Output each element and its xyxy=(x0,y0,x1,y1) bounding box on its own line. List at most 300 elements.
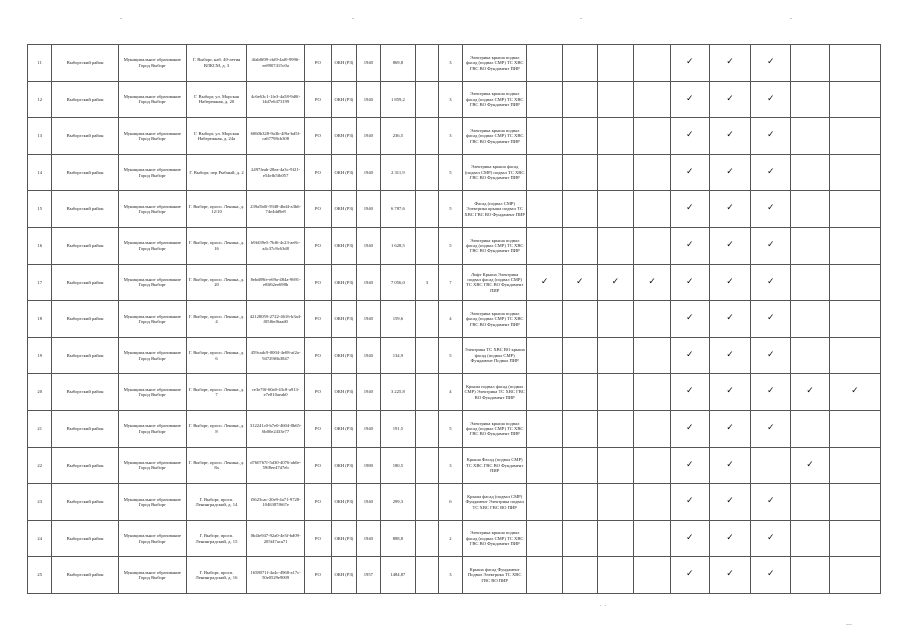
form-cell: РО xyxy=(305,484,331,521)
guid-cell: d760767f-5d30-4076-ab0e-59f8ee47d7eb xyxy=(247,447,305,484)
district-cell: Выборгский район xyxy=(52,81,118,118)
guid-cell: 459cadc9-0004-4e08-af2a-94729f6b3847 xyxy=(247,337,305,374)
checkmark-icon: ✓ xyxy=(726,276,734,287)
mark-cell xyxy=(829,484,880,521)
form-cell: РО xyxy=(305,520,331,557)
guid-cell: 2497feab-28ea-4a3c-9f21-e54efb5fb057 xyxy=(247,154,305,191)
mark-cell xyxy=(791,484,830,521)
count-cell: 3 xyxy=(416,264,438,301)
count-cell: 5 xyxy=(438,227,462,264)
area-cell: 299,3 xyxy=(380,484,416,521)
mark-cell xyxy=(791,301,830,338)
count-cell: 3 xyxy=(438,81,462,118)
table-row xyxy=(28,45,881,82)
mark-cell xyxy=(751,45,791,82)
count-cell xyxy=(416,154,438,191)
count-cell: 4 xyxy=(438,374,462,411)
checkmark-icon: ✓ xyxy=(686,240,694,251)
mark-cell xyxy=(597,520,634,557)
area-cell: 7 056,0 xyxy=(380,264,416,301)
mark-cell xyxy=(709,484,751,521)
mark-cell xyxy=(597,227,634,264)
count-cell: 7 xyxy=(438,264,462,301)
mark-cell xyxy=(709,410,751,447)
checkmark-icon: ✓ xyxy=(767,93,775,104)
form-cell: РО xyxy=(305,118,331,155)
works-cell: Электрика крыша подвал фасад (подвал СМР) ТС ХВС ГВС ВО Фундамент ПИР xyxy=(463,45,527,82)
works-cell: Крыша подвал фасад (подвал СМР) Электрика ТС ХВС ГВС ВО Фундамент ПИР xyxy=(463,374,527,411)
works-cell: Крыша Фасад (подвал СМР) ТС ХВС ГВС ВО Фундамент ПИР xyxy=(463,447,527,484)
address-cell: Г. Выборг, просп. Ленина, д. 8 xyxy=(186,410,246,447)
count-cell: 3 xyxy=(438,118,462,155)
guid-cell: ce3e70f-60a0-43c8-a913-e7e810aeab0 xyxy=(247,374,305,411)
mark-cell xyxy=(597,154,634,191)
row-number: 13 xyxy=(28,118,52,155)
mark-cell xyxy=(670,154,709,191)
row-number: 16 xyxy=(28,227,52,264)
mark-cell xyxy=(597,374,634,411)
mark-cell xyxy=(597,410,634,447)
mark-cell xyxy=(597,264,634,301)
works-cell: Электрика крыша подвал фасад (подвал СМР) ТС ХВС ГВС ВО Фундамент ПИР xyxy=(463,81,527,118)
form-cell: РО xyxy=(305,45,331,82)
count-cell: 2 xyxy=(438,520,462,557)
works-cell: Электрика крыша фасад (подвал СМР) подвал ТС ХВС ГВС ВО Фундамент ПИР xyxy=(463,154,527,191)
works-cell: Электрика крыша подвал фасад (подвал СМР) ТС ХВС ГВС ВО Фундамент ПИР xyxy=(463,301,527,338)
mark-cell xyxy=(634,227,671,264)
year-cell: 1940 xyxy=(357,301,380,338)
row-number: 11 xyxy=(28,45,52,82)
mark-cell xyxy=(670,374,709,411)
checkmark-icon: ✓ xyxy=(767,423,775,434)
count-cell: 5 xyxy=(438,337,462,374)
row-number: 12 xyxy=(28,81,52,118)
checkmark-icon: ✓ xyxy=(767,276,775,287)
year-cell: 1980 xyxy=(357,447,380,484)
checkmark-icon: ✓ xyxy=(686,57,694,68)
guid-cell: 6060b328-9a3b-4f9a-bd5f-ca67798cb308 xyxy=(247,118,305,155)
form-cell: РО xyxy=(305,337,331,374)
mark-cell xyxy=(709,191,751,228)
mark-cell xyxy=(562,118,597,155)
year-cell: 1940 xyxy=(357,227,380,264)
okn-cell: ОКН (РЗ) xyxy=(331,337,356,374)
checkmark-icon: ✓ xyxy=(726,496,734,507)
checkmark-icon: ✓ xyxy=(686,569,694,580)
mark-cell xyxy=(791,374,830,411)
mark-cell xyxy=(829,301,880,338)
mark-cell xyxy=(634,301,671,338)
header-mark: . xyxy=(352,12,354,21)
checkmark-icon: ✓ xyxy=(726,57,734,68)
address-cell: Г. Выборг, просп. Ленинградский, д. 14 xyxy=(186,484,246,521)
mark-cell xyxy=(751,264,791,301)
address-cell: Г. Выборг, пер Рыбный, д. 2 xyxy=(186,154,246,191)
checkmark-icon: ✓ xyxy=(726,532,734,543)
district-cell: Выборгский район xyxy=(52,484,118,521)
okn-cell: ОКН (РЗ) xyxy=(331,118,356,155)
year-cell: 1940 xyxy=(357,191,380,228)
mark-cell xyxy=(597,484,634,521)
area-cell: 3 225,8 xyxy=(380,374,416,411)
district-cell: Выборгский район xyxy=(52,337,118,374)
mark-cell xyxy=(751,227,791,264)
municipality-cell: Муниципальное образование Город Выборг xyxy=(118,45,186,82)
mark-cell xyxy=(597,81,634,118)
mark-cell xyxy=(751,118,791,155)
checkmark-icon: ✓ xyxy=(767,57,775,68)
okn-cell: ОКН (РЗ) xyxy=(331,520,356,557)
form-cell: РО xyxy=(305,557,331,594)
mark-cell xyxy=(634,154,671,191)
checkmark-icon: ✓ xyxy=(767,386,775,397)
area-cell: 6 787,6 xyxy=(380,191,416,228)
checkmark-icon: ✓ xyxy=(767,130,775,141)
mark-cell xyxy=(709,118,751,155)
municipality-cell: Муниципальное образование Город Выборг xyxy=(118,118,186,155)
checkmark-icon: ✓ xyxy=(726,166,734,177)
district-cell: Выборгский район xyxy=(52,45,118,82)
guid-cell: 1658071f-4a4c-4968-a17c-50e0529e9009 xyxy=(247,557,305,594)
mark-cell xyxy=(670,81,709,118)
checkmark-icon: ✓ xyxy=(767,569,775,580)
district-cell: Выборгский район xyxy=(52,447,118,484)
count-cell xyxy=(416,337,438,374)
count-cell: 4 xyxy=(438,301,462,338)
okn-cell: ОКН (РЗ) xyxy=(331,45,356,82)
mark-cell xyxy=(791,227,830,264)
mark-cell xyxy=(751,557,791,594)
mark-cell xyxy=(562,374,597,411)
mark-cell xyxy=(670,118,709,155)
mark-cell xyxy=(751,191,791,228)
address-cell: Г. Выборг, просп. Ленинградский, д. 16 xyxy=(186,557,246,594)
row-number: 25 xyxy=(28,557,52,594)
municipality-cell: Муниципальное образование Город Выборг xyxy=(118,557,186,594)
year-cell: 1940 xyxy=(357,337,380,374)
mark-cell xyxy=(709,154,751,191)
mark-cell xyxy=(527,81,563,118)
checkmark-icon: ✓ xyxy=(686,349,694,360)
year-cell: 1940 xyxy=(357,410,380,447)
row-number: 19 xyxy=(28,337,52,374)
mark-cell xyxy=(527,557,563,594)
address-cell: Г. Выборг, просп. Ленина, д. 8а xyxy=(186,447,246,484)
checkmark-icon: ✓ xyxy=(686,496,694,507)
mark-cell xyxy=(791,557,830,594)
district-cell: Выборгский район xyxy=(52,301,118,338)
count-cell xyxy=(416,227,438,264)
row-number: 21 xyxy=(28,410,52,447)
area-cell: 869,8 xyxy=(380,45,416,82)
mark-cell xyxy=(829,557,880,594)
checkmark-icon: ✓ xyxy=(575,276,584,287)
count-cell xyxy=(416,45,438,82)
row-number: 18 xyxy=(28,301,52,338)
district-cell: Выборгский район xyxy=(52,118,118,155)
table-row xyxy=(28,410,881,447)
count-cell xyxy=(416,374,438,411)
checkmark-icon: ✓ xyxy=(686,313,694,324)
mark-cell xyxy=(670,484,709,521)
district-cell: Выборгский район xyxy=(52,264,118,301)
mark-cell xyxy=(829,520,880,557)
municipality-cell: Муниципальное образование Город Выборг xyxy=(118,301,186,338)
table-row xyxy=(28,557,881,594)
mark-cell xyxy=(751,447,791,484)
mark-cell xyxy=(791,118,830,155)
mark-cell xyxy=(791,154,830,191)
mark-cell xyxy=(527,374,563,411)
mark-cell xyxy=(709,264,751,301)
address-cell: Г. Выборг, ул. Морская Набережная, д. 20 xyxy=(186,81,246,118)
works-cell: Крыша фасад (подвал СМР) Фундамент Электрика подвал ТС ХВС ГВС ВО ПИР xyxy=(463,484,527,521)
mark-cell xyxy=(527,118,563,155)
works-cell: Электрика крыша подвал фасад (подвал СМР) ТС ХВС ГВС ВО Фундамент ПИР xyxy=(463,410,527,447)
municipality-cell: Муниципальное образование Город Выборг xyxy=(118,447,186,484)
guid-cell: 8ebd89fe-e69a-484a-9691-e8ff62ee698b xyxy=(247,264,305,301)
mark-cell xyxy=(562,227,597,264)
checkmark-icon: ✓ xyxy=(686,93,694,104)
area-cell: 191,5 xyxy=(380,410,416,447)
count-cell xyxy=(416,447,438,484)
mark-cell xyxy=(634,191,671,228)
checkmark-icon: ✓ xyxy=(851,386,859,397)
count-cell: 3 xyxy=(438,45,462,82)
checkmark-icon: ✓ xyxy=(611,276,620,287)
count-cell xyxy=(416,301,438,338)
works-cell: Крыша фасад Фундамент Подвал Электрика ТС ХВС ГВС ВО ПИР xyxy=(463,557,527,594)
mark-cell xyxy=(751,337,791,374)
count-cell: 6 xyxy=(438,484,462,521)
area-cell: 236,5 xyxy=(380,118,416,155)
year-cell: 1940 xyxy=(357,118,380,155)
mark-cell xyxy=(634,264,671,301)
form-cell: РО xyxy=(305,154,331,191)
mark-cell xyxy=(751,484,791,521)
mark-cell xyxy=(634,410,671,447)
table-row xyxy=(28,484,881,521)
works-cell: Лифт Крыша Электрика подвал фасад (подвал СМР) ТС ХВС ГВС ВО Фундамент ПИР xyxy=(463,264,527,301)
mark-cell xyxy=(709,557,751,594)
checkmark-icon: ✓ xyxy=(726,203,734,214)
area-cell: 1 628,5 xyxy=(380,227,416,264)
mark-cell xyxy=(670,447,709,484)
mark-cell xyxy=(597,447,634,484)
table-row xyxy=(28,81,881,118)
table-row xyxy=(28,337,881,374)
checkmark-icon: ✓ xyxy=(726,386,734,397)
mark-cell xyxy=(527,410,563,447)
buildings-table xyxy=(27,44,881,594)
area-cell: 888,8 xyxy=(380,520,416,557)
mark-cell xyxy=(751,374,791,411)
mark-cell xyxy=(829,191,880,228)
table-row xyxy=(28,227,881,264)
municipality-cell: Муниципальное образование Город Выборг xyxy=(118,264,186,301)
year-cell: 1940 xyxy=(357,81,380,118)
mark-cell xyxy=(829,447,880,484)
count-cell: 3 xyxy=(438,447,462,484)
checkmark-icon: ✓ xyxy=(726,313,734,324)
row-number: 14 xyxy=(28,154,52,191)
mark-cell xyxy=(709,447,751,484)
okn-cell: ОКН (РЗ) xyxy=(331,447,356,484)
mark-cell xyxy=(597,301,634,338)
guid-cell: 239a5b0f-5948-4bd4-a3b6-74e4dd9e8 xyxy=(247,191,305,228)
mark-cell xyxy=(829,81,880,118)
checkmark-icon: ✓ xyxy=(686,276,694,287)
row-number: 15 xyxy=(28,191,52,228)
count-cell: 5 xyxy=(438,191,462,228)
mark-cell xyxy=(562,484,597,521)
mark-cell xyxy=(829,264,880,301)
table-row xyxy=(28,447,881,484)
year-cell: 1940 xyxy=(357,484,380,521)
table-row xyxy=(28,374,881,411)
form-cell: РО xyxy=(305,301,331,338)
guid-cell: 4fab8f09-cbf0-4af0-9996-ee8907415c0a xyxy=(247,45,305,82)
mark-cell xyxy=(562,557,597,594)
checkmark-icon: ✓ xyxy=(726,349,734,360)
mark-cell xyxy=(709,520,751,557)
municipality-cell: Муниципальное образование Город Выборг xyxy=(118,410,186,447)
footer-mark: . . xyxy=(600,602,606,608)
works-cell: Электрика крыша подвал фасад (подвал СМР) ТС ХВС ГВС ВО Фундамент ПИР xyxy=(463,227,527,264)
mark-cell xyxy=(562,520,597,557)
year-cell: 1940 xyxy=(357,374,380,411)
checkmark-icon: ✓ xyxy=(540,276,549,287)
mark-cell xyxy=(634,557,671,594)
okn-cell: ОКН (РЗ) xyxy=(331,264,356,301)
mark-cell xyxy=(562,191,597,228)
checkmark-icon: ✓ xyxy=(767,496,775,507)
mark-cell xyxy=(670,264,709,301)
header-mark: . xyxy=(120,12,122,21)
mark-cell xyxy=(791,337,830,374)
checkmark-icon: ✓ xyxy=(726,423,734,434)
guid-cell: b9fd39e5-7bf6-4c23-ae8c-a4c37c8c63d8 xyxy=(247,227,305,264)
mark-cell xyxy=(597,191,634,228)
checkmark-icon: ✓ xyxy=(726,459,734,470)
checkmark-icon: ✓ xyxy=(686,532,694,543)
mark-cell xyxy=(791,45,830,82)
works-cell: Электрика крыша подвал фасад (подвал СМР) ТС ХВС ГВС ВО Фундамент ПИР xyxy=(463,520,527,557)
count-cell xyxy=(416,81,438,118)
municipality-cell: Муниципальное образование Город Выборг xyxy=(118,81,186,118)
mark-cell xyxy=(751,154,791,191)
mark-cell xyxy=(634,45,671,82)
checkmark-icon: ✓ xyxy=(726,130,734,141)
mark-cell xyxy=(791,191,830,228)
mark-cell xyxy=(562,301,597,338)
footer-mark: __ xyxy=(846,620,852,626)
okn-cell: ОКН (РЗ) xyxy=(331,557,356,594)
mark-cell xyxy=(829,227,880,264)
mark-cell xyxy=(562,264,597,301)
district-cell: Выборгский район xyxy=(52,557,118,594)
year-cell: 1940 xyxy=(357,154,380,191)
count-cell xyxy=(416,520,438,557)
table-row xyxy=(28,520,881,557)
address-cell: Г. Выборг, просп. Ленинградский, д. 15 xyxy=(186,520,246,557)
count-cell: 5 xyxy=(438,410,462,447)
count-cell xyxy=(416,557,438,594)
okn-cell: ОКН (РЗ) xyxy=(331,191,356,228)
address-cell: Г. Выборг, просп. Ленина, д. 6 xyxy=(186,337,246,374)
checkmark-icon: ✓ xyxy=(686,203,694,214)
table-row xyxy=(28,118,881,155)
area-cell: 1 859,2 xyxy=(380,81,416,118)
address-cell: Г. Выборг, просп. Ленина, д. 4 xyxy=(186,301,246,338)
form-cell: РО xyxy=(305,227,331,264)
mark-cell xyxy=(709,81,751,118)
form-cell: РО xyxy=(305,81,331,118)
mark-cell xyxy=(562,81,597,118)
mark-cell xyxy=(562,447,597,484)
district-cell: Выборгский район xyxy=(52,227,118,264)
mark-cell xyxy=(527,520,563,557)
mark-cell xyxy=(751,301,791,338)
mark-cell xyxy=(670,520,709,557)
mark-cell xyxy=(670,557,709,594)
okn-cell: ОКН (РЗ) xyxy=(331,410,356,447)
municipality-cell: Муниципальное образование Город Выборг xyxy=(118,484,186,521)
year-cell: 1940 xyxy=(357,45,380,82)
district-cell: Выборгский район xyxy=(52,520,118,557)
row-number: 24 xyxy=(28,520,52,557)
area-cell: 2 311,9 xyxy=(380,154,416,191)
checkmark-icon: ✓ xyxy=(767,203,775,214)
mark-cell xyxy=(709,45,751,82)
checkmark-icon: ✓ xyxy=(686,166,694,177)
municipality-cell: Муниципальное образование Город Выборг xyxy=(118,520,186,557)
mark-cell xyxy=(634,374,671,411)
checkmark-icon: ✓ xyxy=(767,166,775,177)
checkmark-icon: ✓ xyxy=(767,313,775,324)
mark-cell xyxy=(527,154,563,191)
mark-cell xyxy=(527,484,563,521)
mark-cell xyxy=(709,227,751,264)
year-cell: 1940 xyxy=(357,520,380,557)
municipality-cell: Муниципальное образование Город Выборг xyxy=(118,337,186,374)
mark-cell xyxy=(670,301,709,338)
mark-cell xyxy=(597,557,634,594)
mark-cell xyxy=(562,154,597,191)
works-cell: Электрика ТС ХВС ВО крыша фасад (подвал СМР) Фундамент Подвал ПИР xyxy=(463,337,527,374)
mark-cell xyxy=(751,410,791,447)
checkmark-icon: ✓ xyxy=(767,349,775,360)
okn-cell: ОКН (РЗ) xyxy=(331,227,356,264)
district-cell: Выборгский район xyxy=(52,154,118,191)
mark-cell xyxy=(670,337,709,374)
form-cell: РО xyxy=(305,410,331,447)
row-number: 20 xyxy=(28,374,52,411)
form-cell: РО xyxy=(305,191,331,228)
mark-cell xyxy=(670,45,709,82)
mark-cell xyxy=(562,337,597,374)
form-cell: РО xyxy=(305,374,331,411)
guid-cell: 4c6e63c1-1fe3-4a58-9d0f-14d7e6473199 xyxy=(247,81,305,118)
mark-cell xyxy=(751,81,791,118)
mark-cell xyxy=(829,45,880,82)
municipality-cell: Муниципальное образование Город Выборг xyxy=(118,374,186,411)
works-cell: Фасад (подвал СМР) Электрика крыша подвал ТС ХВС ГВС ВО Фундамент ПИР xyxy=(463,191,527,228)
mark-cell xyxy=(527,227,563,264)
mark-cell xyxy=(829,154,880,191)
mark-cell xyxy=(791,264,830,301)
address-cell: Г. Выборг, просп. Ленина, д. 12/10 xyxy=(186,191,246,228)
